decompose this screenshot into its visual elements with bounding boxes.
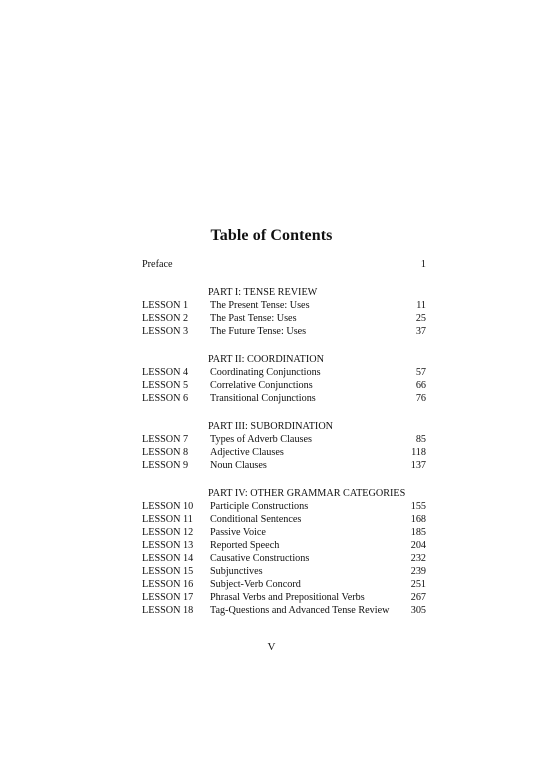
- lesson-page: 251: [410, 579, 426, 590]
- lesson-title: Coordinating Conjunctions: [210, 367, 321, 378]
- toc-row: [142, 526, 426, 539]
- lesson-title: Subjunctives: [210, 566, 263, 577]
- toc-row-preface: [142, 258, 426, 271]
- lesson-page: 267: [410, 592, 426, 603]
- lesson-page: 37: [415, 326, 426, 337]
- lesson-label: LESSON 8: [142, 447, 189, 458]
- lesson-page: 11: [416, 300, 426, 311]
- lesson-page: 85: [415, 434, 426, 445]
- lesson-page: 137: [410, 460, 426, 471]
- lesson-title: Subject-Verb Concord: [210, 579, 301, 590]
- lesson-label: LESSON 16: [142, 579, 194, 590]
- part-heading: PART I: TENSE REVIEW: [208, 287, 318, 298]
- lesson-title: Causative Constructions: [210, 553, 310, 564]
- part-heading: PART III: SUBORDINATION: [208, 421, 334, 432]
- page-number: V: [267, 641, 276, 653]
- toc-row: [142, 379, 426, 392]
- toc-row: [142, 565, 426, 578]
- table-of-contents: [142, 258, 426, 617]
- toc-row: [142, 392, 426, 405]
- toc-row: [142, 604, 426, 617]
- lesson-title: Participle Constructions: [210, 501, 309, 512]
- lesson-title: Noun Clauses: [210, 460, 267, 471]
- spacer: [142, 472, 426, 487]
- lesson-page: 155: [410, 501, 426, 512]
- lesson-label: LESSON 9: [142, 460, 189, 471]
- lesson-page: 118: [411, 447, 426, 458]
- lesson-page: 204: [410, 540, 426, 551]
- toc-row: [142, 552, 426, 565]
- lesson-label: LESSON 3: [142, 326, 189, 337]
- lesson-title: Adjective Clauses: [210, 447, 284, 458]
- lesson-page: 305: [410, 605, 426, 616]
- spacer: [142, 338, 426, 353]
- lesson-label: LESSON 18: [142, 605, 194, 616]
- lesson-label: LESSON 1: [142, 300, 189, 311]
- preface-label: Preface: [142, 259, 173, 270]
- part-heading: PART IV: OTHER GRAMMAR CATEGORIES: [208, 488, 406, 499]
- lesson-page: 66: [415, 380, 426, 391]
- lesson-page: 232: [410, 553, 426, 564]
- lesson-label: LESSON 14: [142, 553, 194, 564]
- lesson-title: The Past Tense: Uses: [210, 313, 297, 324]
- preface-page-number: 1: [420, 259, 426, 270]
- lesson-title: Tag-Questions and Advanced Tense Review: [210, 605, 390, 616]
- spacer: [142, 271, 426, 286]
- lesson-label: LESSON 15: [142, 566, 194, 577]
- toc-row: [142, 500, 426, 513]
- lesson-label: LESSON 11: [142, 514, 193, 525]
- lesson-label: LESSON 6: [142, 393, 189, 404]
- lesson-title: Reported Speech: [210, 540, 280, 551]
- lesson-label: LESSON 4: [142, 367, 189, 378]
- toc-row: [142, 591, 426, 604]
- toc-row: [142, 446, 426, 459]
- lesson-page: 168: [410, 514, 426, 525]
- lesson-label: LESSON 17: [142, 592, 194, 603]
- toc-row: [142, 366, 426, 379]
- lesson-label: LESSON 12: [142, 527, 194, 538]
- part-heading: PART II: COORDINATION: [208, 354, 324, 365]
- lesson-label: LESSON 13: [142, 540, 194, 551]
- lesson-title: Phrasal Verbs and Prepositional Verbs: [210, 592, 365, 603]
- lesson-label: LESSON 7: [142, 434, 189, 445]
- lesson-title: Transitional Conjunctions: [210, 393, 316, 404]
- toc-row: [142, 312, 426, 325]
- toc-row: [142, 513, 426, 526]
- lesson-page: 25: [415, 313, 426, 324]
- lesson-page: 76: [415, 393, 426, 404]
- lesson-title: Types of Adverb Clauses: [210, 434, 312, 445]
- lesson-label: LESSON 10: [142, 501, 194, 512]
- toc-row: [142, 459, 426, 472]
- lesson-title: Passive Voice: [210, 527, 266, 538]
- lesson-title: Conditional Sentences: [210, 514, 302, 525]
- toc-row: [142, 433, 426, 446]
- page-title: Table of Contents: [210, 227, 333, 244]
- lesson-title: The Present Tense: Uses: [210, 300, 310, 311]
- toc-row: [142, 539, 426, 552]
- lesson-page: 239: [410, 566, 426, 577]
- toc-row: [142, 299, 426, 312]
- lesson-page: 57: [415, 367, 426, 378]
- lesson-label: LESSON 2: [142, 313, 189, 324]
- lesson-title: Correlative Conjunctions: [210, 380, 313, 391]
- toc-row: [142, 578, 426, 591]
- lesson-page: 185: [410, 527, 426, 538]
- spacer: [142, 405, 426, 420]
- toc-row: [142, 325, 426, 338]
- lesson-label: LESSON 5: [142, 380, 189, 391]
- lesson-title: The Future Tense: Uses: [210, 326, 307, 337]
